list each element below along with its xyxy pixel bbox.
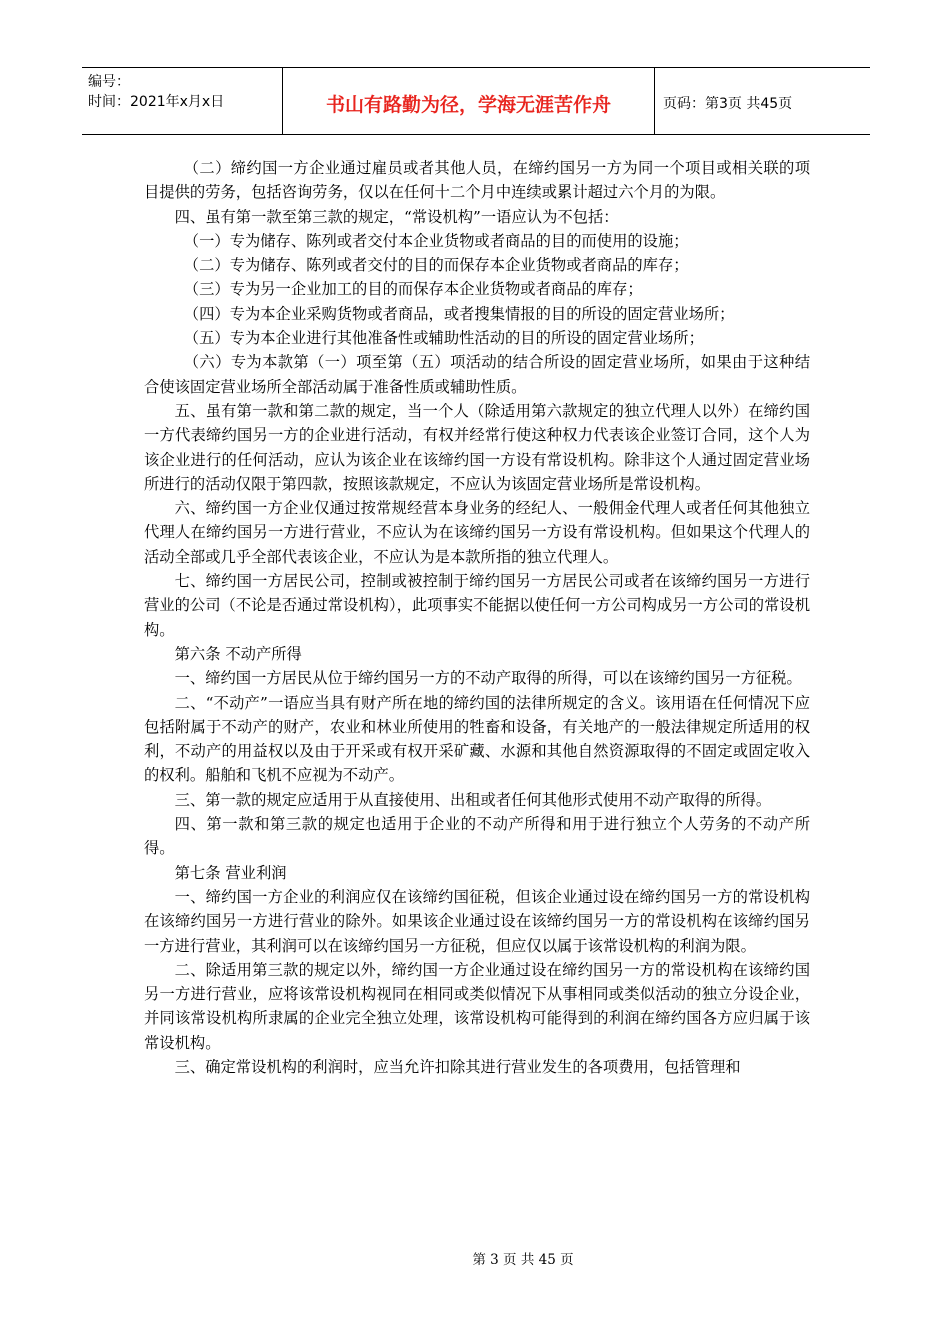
body-paragraph: 四、虽有第一款至第三款的规定，“常设机构”一语应认为不包括： [174,207,619,226]
body-paragraph: 四、第一款和第三款的规定也适用于企业的不动产所得和用于进行独立个人劳务的不动产所得。 [144,815,810,858]
body-paragraph: 二、“不动产”一语应当具有财产所在地的缔约国的法律所规定的含义。该用语在任何情况下应包括附属于不动产的财产，农业和林业所使用的牲畜和设备，有关地产的一般法律规定所适用的权利，不动产的用益权以及由于开采或有权开采矿藏、水源和其他自然资源取得的不固定或固定收入的权利。船舶和飞机不应视为不动产。 [144,693,810,785]
body-paragraph: 一、缔约国一方居民从位于缔约国另一方的不动产取得的所得，可以在该缔约国另一方征税。 [174,669,802,688]
document-time-label: 时间：2021年x月x日 [88,94,225,110]
body-paragraph: 三、确定常设机构的利润时，应当允许扣除其进行营业发生的各项费用，包括管理和 [174,1057,741,1076]
body-paragraph: （二）专为储存、陈列或者交付的目的而保存本企业货物或者商品的库存； [183,256,689,275]
body-paragraph: 第六条 不动产所得 [174,644,302,663]
document-body [144,156,810,1079]
header-page-info: 页码：第3页 共45页 [663,96,793,112]
page-footer: 第 3 页 共 45 页 [472,1252,574,1268]
body-paragraph: （五）专为本企业进行其他准备性或辅助性活动的目的所设的固定营业场所； [183,329,704,348]
body-paragraph: 五、虽有第一款和第二款的规定，当一个人（除适用第六款规定的独立代理人以外）在缔约国一方代表缔约国另一方的企业进行活动，有权并经常行使这种权力代表该企业签订合同，这个人为该企业进行的任何活动，应认为该企业在该缔约国一方设有常设机构。除非这个人通过固定营业场所进行的活动仅限于第四款，按照该款规定，不应认为该固定营业场所是常设机构。 [144,401,810,493]
body-paragraph: 三、第一款的规定应适用于从直接使用、出租或者任何其他形式使用不动产取得的所得。 [174,790,772,809]
header-meta [82,68,283,134]
page-header [82,67,870,135]
body-paragraph: （一）专为储存、陈列或者交付本企业货物或者商品的目的而使用的设施； [183,231,689,250]
header-motto: 书山有路勤为径，学海无涯苦作舟 [283,68,655,134]
body-paragraph: 第七条 营业利润 [174,863,287,882]
body-paragraph: 一、缔约国一方企业的利润应仅在该缔约国征税，但该企业通过设在缔约国另一方的常设机构在该缔约国另一方进行营业的除外。如果该企业通过设在该缔约国另一方的常设机构在该缔约国另一方进行营业，其利润可以在该缔约国另一方征税，但应仅以属于该常设机构的利润为限。 [144,887,810,955]
body-paragraph: （四）专为本企业采购货物或者商品，或者搜集情报的目的所设的固定营业场所； [183,304,735,323]
body-paragraph: （二）缔约国一方企业通过雇员或者其他人员，在缔约国另一方为同一个项目或相关联的项目提供的劳务，包括咨询劳务，仅以在任何十二个月中连续或累计超过六个月的为限。 [144,159,810,202]
body-paragraph: （三）专为另一企业加工的目的而保存本企业货物或者商品的库存； [183,280,643,299]
body-paragraph: （六）专为本款第（一）项至第（五）项活动的结合所设的固定营业场所，如果由于这种结合使该固定营业场所全部活动属于准备性质或辅助性质。 [144,353,810,396]
body-paragraph: 二、除适用第三款的规定以外，缔约国一方企业通过设在缔约国另一方的常设机构在该缔约国另一方进行营业，应将该常设机构视同在相同或类似情况下从事相同或类似活动的独立分设企业，并同该常设机构所隶属的企业完全独立处理，该常设机构可能得到的利润在缔约国各方应归属于该常设机构。 [144,960,810,1052]
body-paragraph: 六、缔约国一方企业仅通过按常规经营本身业务的经纪人、一般佣金代理人或者任何其他独立代理人在缔约国另一方进行营业，不应认为在该缔约国另一方设有常设机构。但如果这个代理人的活动全部或几乎全部代表该企业，不应认为是本款所指的独立代理人。 [144,499,810,566]
body-paragraph: 七、缔约国一方居民公司，控制或被控制于缔约国另一方居民公司或者在该缔约国另一方进行营业的公司（不论是否通过常设机构），此项事实不能据以使任何一方公司构成另一方公司的常设机构。 [144,572,810,639]
document-number-label: 编号： [88,74,130,90]
